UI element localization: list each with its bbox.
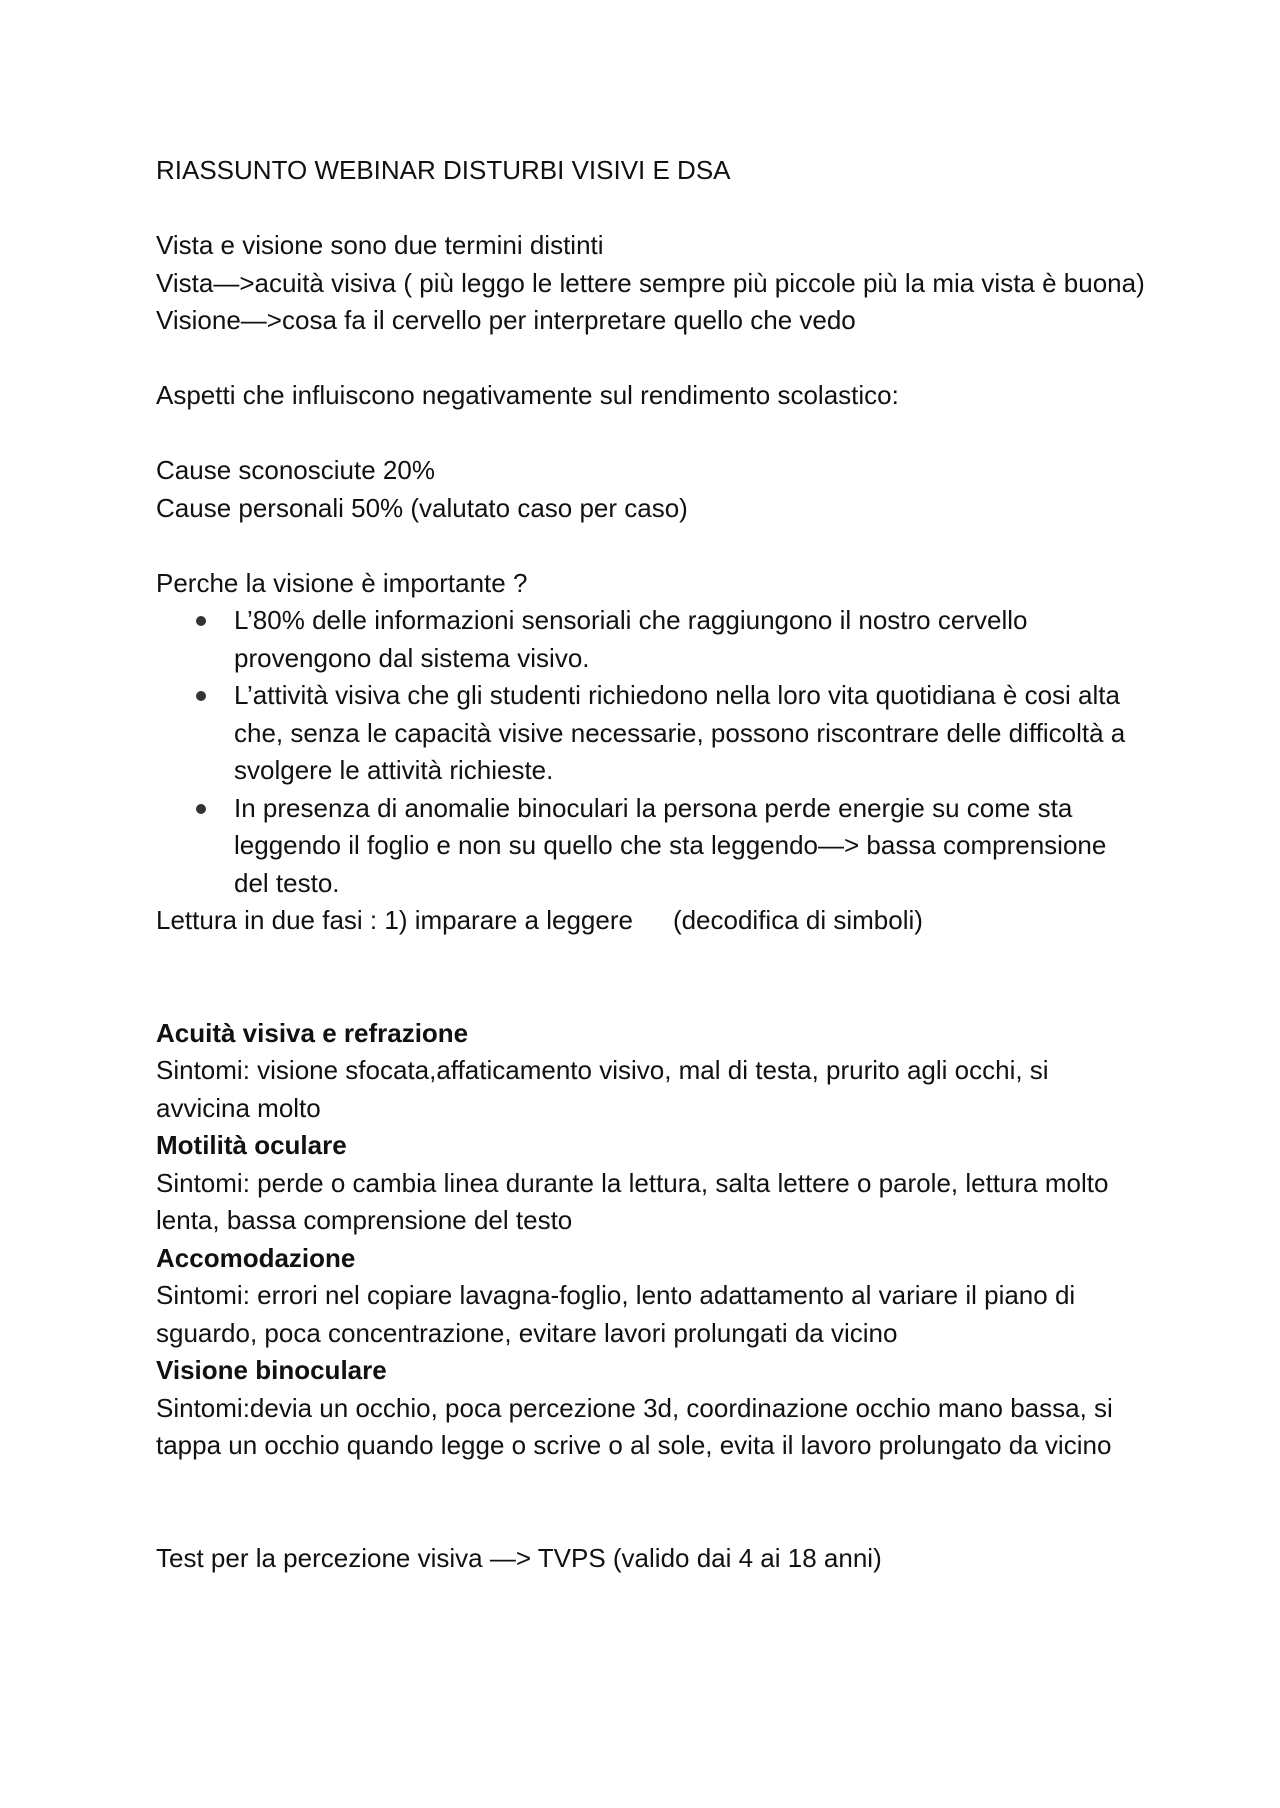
bullet-text: In presenza di anomalie binoculari la persona perde energie su come sta leggendo il foglio e non su quello che sta leggendo—> bassa comprensione del testo.	[234, 792, 1107, 898]
reading-phase-one: Lettura in due fasi : 1) imparare a leggere	[156, 905, 633, 935]
footer-test-line: Test per la percezione visiva —> TVPS (valido dai 4 ai 18 anni)	[156, 1542, 882, 1573]
importance-question: Perche la visione è importante ?	[156, 567, 528, 598]
section-heading: Accomodazione	[156, 1242, 356, 1273]
section-heading: Acuità visiva e refrazione	[156, 1017, 469, 1048]
list-item	[156, 790, 1146, 903]
intro-line-2: Vista—>acuità visiva ( più leggo le lettere sempre più piccole più la mia vista è buona)	[156, 267, 1145, 298]
cause-personal: Cause personali 50% (valutato caso per caso)	[156, 492, 688, 523]
blank-line	[156, 415, 1146, 453]
list-item	[156, 677, 1146, 790]
section-binocular	[156, 1352, 1146, 1465]
blank-line	[156, 1465, 1146, 1540]
bullet-icon	[196, 616, 206, 626]
bullet-text: L’80% delle informazioni sensoriali che raggiungono il nostro cervello provengono dal sistema visivo.	[234, 605, 1028, 673]
document-page	[156, 152, 1146, 1577]
bullet-icon	[196, 691, 206, 701]
importance-bullet-list	[156, 602, 1146, 902]
section-symptoms: Sintomi: perde o cambia linea durante la lettura, salta lettere o parole, lettura molto lenta, bassa comprensione del testo	[156, 1167, 1109, 1235]
section-motility	[156, 1127, 1146, 1240]
blank-line	[156, 527, 1146, 565]
reading-phase-note: (decodifica di simboli)	[672, 905, 923, 935]
section-accommodation	[156, 1240, 1146, 1353]
intro-line-3: Visione—>cosa fa il cervello per interpretare quello che vedo	[156, 305, 856, 335]
blank-line	[156, 340, 1146, 378]
list-item	[156, 602, 1146, 677]
section-acuity	[156, 1015, 1146, 1128]
cause-unknown: Cause sconosciute 20%	[156, 455, 435, 485]
bullet-text: L’attività visiva che gli studenti richiedono nella loro vita quotidiana è cosi alta che, senza le capacità visive necessarie, possono riscontrare delle difficoltà a svolgere le attività richieste.	[234, 680, 1126, 785]
reading-phases-line	[156, 902, 1146, 940]
section-heading: Visione binoculare	[156, 1355, 387, 1385]
section-symptoms: Sintomi: visione sfocata,affaticamento visivo, mal di testa, prurito agli occhi, si avvicina molto	[156, 1055, 1049, 1123]
section-symptoms: Sintomi:devia un occhio, poca percezione 3d, coordinazione occhio mano bassa, si tappa un occhio quando legge o scrive o al sole, evita il lavoro prolungato da vicino	[156, 1392, 1113, 1460]
document-title: RIASSUNTO WEBINAR DISTURBI VISIVI E DSA	[156, 155, 731, 185]
aspects-intro: Aspetti che influiscono negativamente sul rendimento scolastico:	[156, 380, 899, 410]
bullet-icon	[196, 804, 206, 814]
blank-line	[156, 940, 1146, 1015]
section-symptoms: Sintomi: errori nel copiare lavagna-foglio, lento adattamento al variare il piano di sguardo, poca concentrazione, evitare lavori prolungati da vicino	[156, 1280, 1076, 1348]
intro-line-1: Vista e visione sono due termini distinti	[156, 230, 604, 260]
section-heading: Motilità oculare	[156, 1130, 347, 1160]
blank-line	[156, 190, 1146, 228]
